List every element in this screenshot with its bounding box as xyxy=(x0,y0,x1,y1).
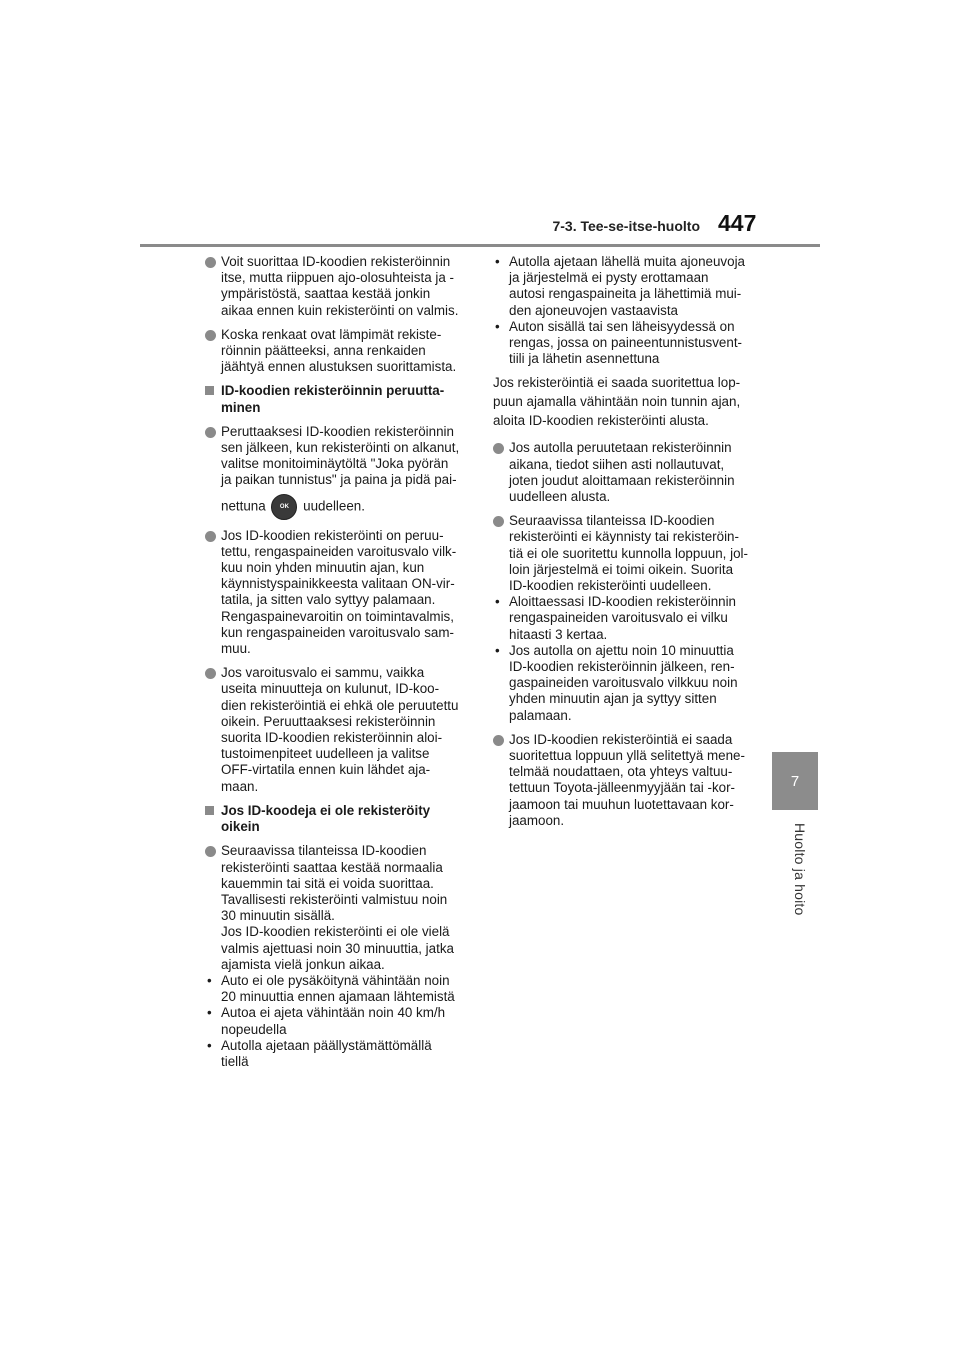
text-line: tiellä xyxy=(221,1053,249,1069)
bullet-dot-icon xyxy=(205,257,216,268)
section-heading xyxy=(205,383,471,415)
text-line: rekisteröinti ei käynnisty tai rekisteröin- xyxy=(509,529,739,545)
text-line: tettuun Toyota-jälleenmyyjään tai -kor- xyxy=(509,780,736,796)
text-line: jaamoon tai muuhun luotettavaan kor- xyxy=(509,796,734,812)
text-line: kun rengaspaineiden varoitusvalo sam- xyxy=(221,624,454,640)
text-line: gaspaineiden varoitusvalo vilkkuu noin xyxy=(509,675,738,691)
text-line: käynnistyspainikkeesta valitaan ON-vir- xyxy=(221,576,455,592)
text-line: Seuraavissa tilanteissa ID-koodien xyxy=(221,843,427,859)
text-line: Seuraavissa tilanteissa ID-koodien xyxy=(509,513,715,529)
text-line: minen xyxy=(221,399,261,415)
bullet-item xyxy=(205,528,471,658)
text-line: joten joudut aloittamaan rekisteröinnin xyxy=(509,472,735,488)
sub-list-item xyxy=(493,254,755,319)
text-line: oikein xyxy=(221,819,260,835)
text-line: valitse monitoiminäytöltä "Joka pyörän xyxy=(221,456,449,472)
sub-list-item xyxy=(205,973,471,1005)
text-line: OFF-virtatila ennen kuin lähdet aja- xyxy=(221,762,431,778)
text-line: valmis ajettuasi noin 30 minuuttia, jatka xyxy=(221,940,454,956)
text-line: Autoa ei ajeta vähintään noin 40 km/h xyxy=(221,1005,446,1021)
text-line: Tavallisesti rekisteröinti valmistuu noin xyxy=(221,891,448,907)
text-line: aikaa ennen kuin rekisteröinti on valmis. xyxy=(221,302,459,318)
bullet-dot-icon xyxy=(205,427,216,438)
text-line: suoritettua loppuun yllä selitettyä mene- xyxy=(509,748,745,764)
text-line: loin järjestelmä ei toimi oikein. Suorita xyxy=(509,561,734,577)
text-line: maan. xyxy=(221,778,259,794)
text-fragment: nettuna xyxy=(221,498,266,514)
text-line: Jos ID-koodien rekisteröintiä ei saada xyxy=(509,731,733,747)
text-line: itse, mutta riippuen ajo-olosuhteista ja - xyxy=(221,270,454,286)
text-line: useita minuutteja on kulunut, ID-koo- xyxy=(221,681,440,697)
text-fragment: uudelleen. xyxy=(303,498,365,514)
text-line: ID-koodien rekisteröinnin peruutta- xyxy=(221,383,445,399)
text-line: Autolla ajetaan päällystämättömällä xyxy=(221,1037,432,1053)
text-line: autosi rengaspaineita ja lähettimiä mui- xyxy=(509,286,742,302)
text-line: Voit suorittaa ID-koodien rekisteröinnin xyxy=(221,254,451,269)
text-line: tiili ja lähetin asennettuna xyxy=(509,351,660,367)
left-column xyxy=(205,254,471,1070)
text-line: tettu, rengaspaineiden varoitusvalo vilk- xyxy=(221,543,457,559)
text-line: dien rekisteröintiä ei ehkä ole peruutettu xyxy=(221,697,459,713)
text-line: tiä ei ole suoritettu kunnolla loppuun, jol- xyxy=(509,545,748,561)
text-line: Jos rekisteröintiä ei saada suoritettua lop- xyxy=(493,375,741,391)
text-line: yhden minuutin ajan ja syttyy sitten xyxy=(509,691,717,707)
text-line: Koska renkaat ovat lämpimät rekiste- xyxy=(221,326,442,342)
text-line: jäähtyä ennen alustuksen suorittamista. xyxy=(221,359,457,375)
text-line: Rengaspainevaroitin on toimintavalmis, xyxy=(221,608,454,624)
right-column xyxy=(493,254,755,837)
page-number: 447 xyxy=(718,210,757,236)
ok-icon-label: OK xyxy=(279,503,289,510)
text-line-with-icon xyxy=(221,494,471,520)
text-line: 20 minuuttia ennen ajamaan lähtemistä xyxy=(221,989,455,1005)
text-line: suorita ID-koodien rekisteröinnin aloi- xyxy=(221,730,443,746)
text-line: ja järjestelmä ei pysty erottamaan xyxy=(509,270,709,286)
bullet-item xyxy=(493,440,755,505)
sub-bullet-mark: • xyxy=(495,318,500,334)
bullet-dot-icon xyxy=(205,668,216,679)
heading-square-icon xyxy=(205,806,214,815)
text-line: tustoimenpiteet uudelleen ja valitse xyxy=(221,746,430,762)
text-line: röinnin päätteeksi, anna renkaiden xyxy=(221,343,426,359)
text-line: Jos ID-koodien rekisteröinti on peruu- xyxy=(221,527,444,543)
text-line: ID-koodien rekisteröinnin jälkeen, ren- xyxy=(509,659,735,675)
text-line: muu. xyxy=(221,641,251,657)
text-line: aikana, tiedot siihen asti nollautuvat, xyxy=(509,456,725,472)
bullet-dot-icon xyxy=(205,846,216,857)
ok-button-icon xyxy=(271,494,297,520)
text-line: den ajoneuvojen vastaavista xyxy=(509,302,678,318)
section-heading xyxy=(205,803,471,835)
text-line: Peruttaaksesi ID-koodien rekisteröinnin xyxy=(221,423,454,439)
sub-bullet-mark: • xyxy=(207,972,212,988)
text-line: Jos autolla peruutetaan rekisteröinnin xyxy=(509,440,732,456)
text-line: ID-koodien rekisteröinti uudelleen. xyxy=(509,578,712,594)
sub-bullet-mark: • xyxy=(495,254,500,269)
text-line: palamaan. xyxy=(509,707,572,723)
bullet-dot-icon xyxy=(205,531,216,542)
text-line: kuu noin yhden minuutin ajan, kun xyxy=(221,560,425,576)
text-line: Jos ID-koodien rekisteröinti ei ole vielä xyxy=(221,924,450,940)
text-line: nopeudella xyxy=(221,1021,287,1037)
bullet-item xyxy=(205,424,471,520)
bullet-item xyxy=(205,843,471,973)
text-line: aloita ID-koodien rekisteröinti alusta. xyxy=(493,413,709,429)
text-line: rengas, jossa on paineentunnistusvent- xyxy=(509,335,743,351)
text-line: tatila, ja sitten valo syttyy palamaan. xyxy=(221,592,436,608)
sub-list-item xyxy=(493,594,755,643)
sub-list-item xyxy=(205,1038,471,1070)
text-line: ajamista vielä jonkun aikaa. xyxy=(221,956,385,972)
text-line: telmää noudattaen, ota yhteys valtuu- xyxy=(509,764,733,780)
bullet-item xyxy=(205,665,471,795)
text-line: Aloittaessasi ID-koodien rekisteröinnin xyxy=(509,594,737,610)
bullet-dot-icon xyxy=(205,330,216,341)
text-line: ja paikan tunnistus" ja paina ja pidä pai- xyxy=(221,472,457,488)
text-line: Auto ei ole pysäköitynä vähintään noin xyxy=(221,972,450,988)
sub-bullet-mark: • xyxy=(207,1037,212,1053)
text-line: uudelleen alusta. xyxy=(509,489,611,505)
chapter-side-label: Huolto ja hoito xyxy=(792,823,808,916)
text-line: sen jälkeen, kun rekisteröinti on alkanut, xyxy=(221,440,460,456)
text-line: Jos ID-koodeja ei ole rekisteröity xyxy=(221,802,431,818)
sub-bullet-mark: • xyxy=(495,594,500,610)
chapter-tab xyxy=(772,752,818,810)
bullet-item xyxy=(205,327,471,376)
bullet-item xyxy=(493,513,755,594)
header-section-title: 7-3. Tee-se-itse-huolto xyxy=(552,218,700,234)
sub-bullet-mark: • xyxy=(495,642,500,658)
text-line: 30 minuutin sisällä. xyxy=(221,908,335,924)
text-line: kauemmin tai sitä ei voida suorittaa. xyxy=(221,875,434,891)
text-line: hitaasti 3 kertaa. xyxy=(509,626,608,642)
text-line: jaamoon. xyxy=(509,812,565,828)
text-line: Auton sisällä tai sen läheisyydessä on xyxy=(509,318,735,334)
header-divider xyxy=(140,244,820,247)
bullet-item xyxy=(205,254,471,319)
text-line: ympäristöstä, saattaa kestää jonkin xyxy=(221,286,431,302)
bullet-dot-icon xyxy=(493,443,504,454)
paragraph xyxy=(493,373,755,430)
text-line: oikein. Peruuttaaksesi rekisteröinnin xyxy=(221,713,436,729)
text-line: Jos varoitusvalo ei sammu, vaikka xyxy=(221,665,425,681)
sub-bullet-mark: • xyxy=(207,1005,212,1021)
sub-list-item xyxy=(493,643,755,724)
bullet-dot-icon xyxy=(493,516,504,527)
text-line: Autolla ajetaan lähellä muita ajoneuvoja xyxy=(509,254,745,269)
chapter-number: 7 xyxy=(790,772,800,790)
text-line: rekisteröinti saattaa kestää normaalia xyxy=(221,859,443,875)
bullet-item xyxy=(493,732,755,829)
text-line: Jos autolla on ajettu noin 10 minuuttia xyxy=(509,642,734,658)
sub-list-item xyxy=(493,319,755,368)
bullet-dot-icon xyxy=(493,735,504,746)
sub-list-item xyxy=(205,1005,471,1037)
text-line: rengaspaineiden varoitusvalo ei vilku xyxy=(509,610,728,626)
heading-square-icon xyxy=(205,386,214,395)
text-line: puun ajamalla vähintään noin tunnin ajan, xyxy=(493,394,741,410)
